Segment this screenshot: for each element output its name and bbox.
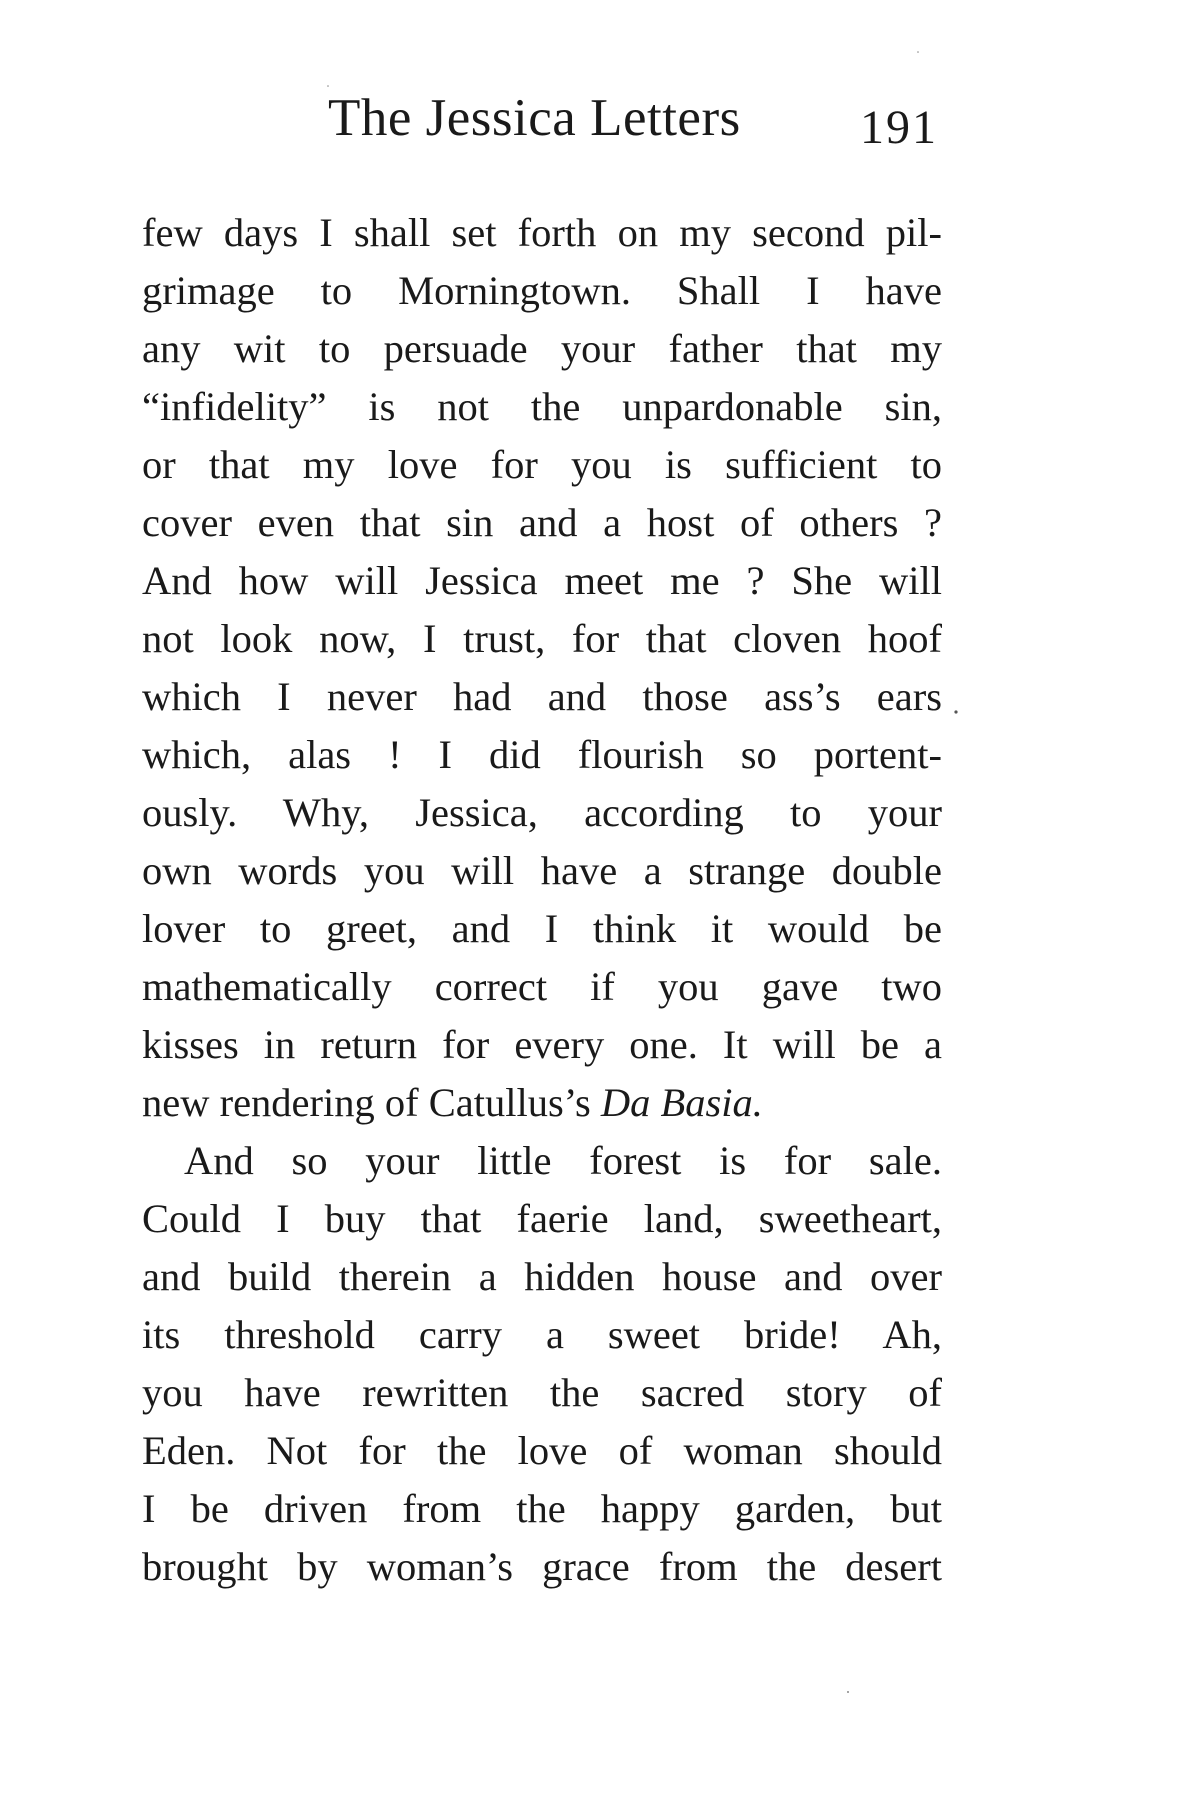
text-line: Could I buy that faerie land, sweetheart, — [142, 1196, 942, 1241]
text-line: mathematically correct if you gave two — [142, 964, 942, 1009]
text-line: grimage to Morningtown. Shall I have — [142, 268, 942, 313]
text-line: not look now, I trust, for that cloven hoof — [142, 616, 942, 661]
text-line: which, alas ! I did flourish so portent- — [142, 732, 942, 777]
text-line: which I never had and those ass’s ears — [142, 674, 942, 719]
text-line: “infidelity” is not the unpardonable sin, — [142, 384, 942, 429]
paragraph-end-line — [142, 1074, 942, 1132]
text-line: cover even that sin and a host of others ? — [142, 500, 942, 545]
text-line: or that my love for you is sufficient to — [142, 442, 942, 487]
paragraph-start-line: And so your little forest is for sale. — [184, 1138, 942, 1183]
dust-speck — [917, 51, 919, 53]
italic-title: Da Basia. — [600, 1080, 763, 1125]
text-line: you have rewritten the sacred story of — [142, 1370, 942, 1415]
text-line: ously. Why, Jessica, according to your — [142, 790, 942, 835]
text-line: own words you will have a strange double — [142, 848, 942, 893]
page-number: 191 — [860, 101, 938, 154]
running-head-title: The Jessica Letters — [328, 89, 741, 147]
text-line: kisses in return for every one. It will be a — [142, 1022, 942, 1067]
text-line: few days I shall set forth on my second pil- — [142, 210, 942, 255]
dust-speck — [847, 1691, 849, 1693]
dust-speck — [327, 85, 329, 87]
dust-speck — [954, 710, 957, 713]
body-text — [142, 204, 942, 1596]
text-line: and build therein a hidden house and over — [142, 1254, 942, 1299]
text-line: its threshold carry a sweet bride! Ah, — [142, 1312, 942, 1357]
text-line: any wit to persuade your father that my — [142, 326, 942, 371]
text-line: brought by woman’s grace from the desert — [142, 1544, 942, 1589]
text-line: And how will Jessica meet me ? She will — [142, 558, 942, 603]
text-run: new rendering of Catullus’s — [142, 1080, 601, 1125]
text-line: I be driven from the happy garden, but — [142, 1486, 942, 1531]
text-line: lover to greet, and I think it would be — [142, 906, 942, 951]
text-line: Eden. Not for the love of woman should — [142, 1428, 942, 1473]
